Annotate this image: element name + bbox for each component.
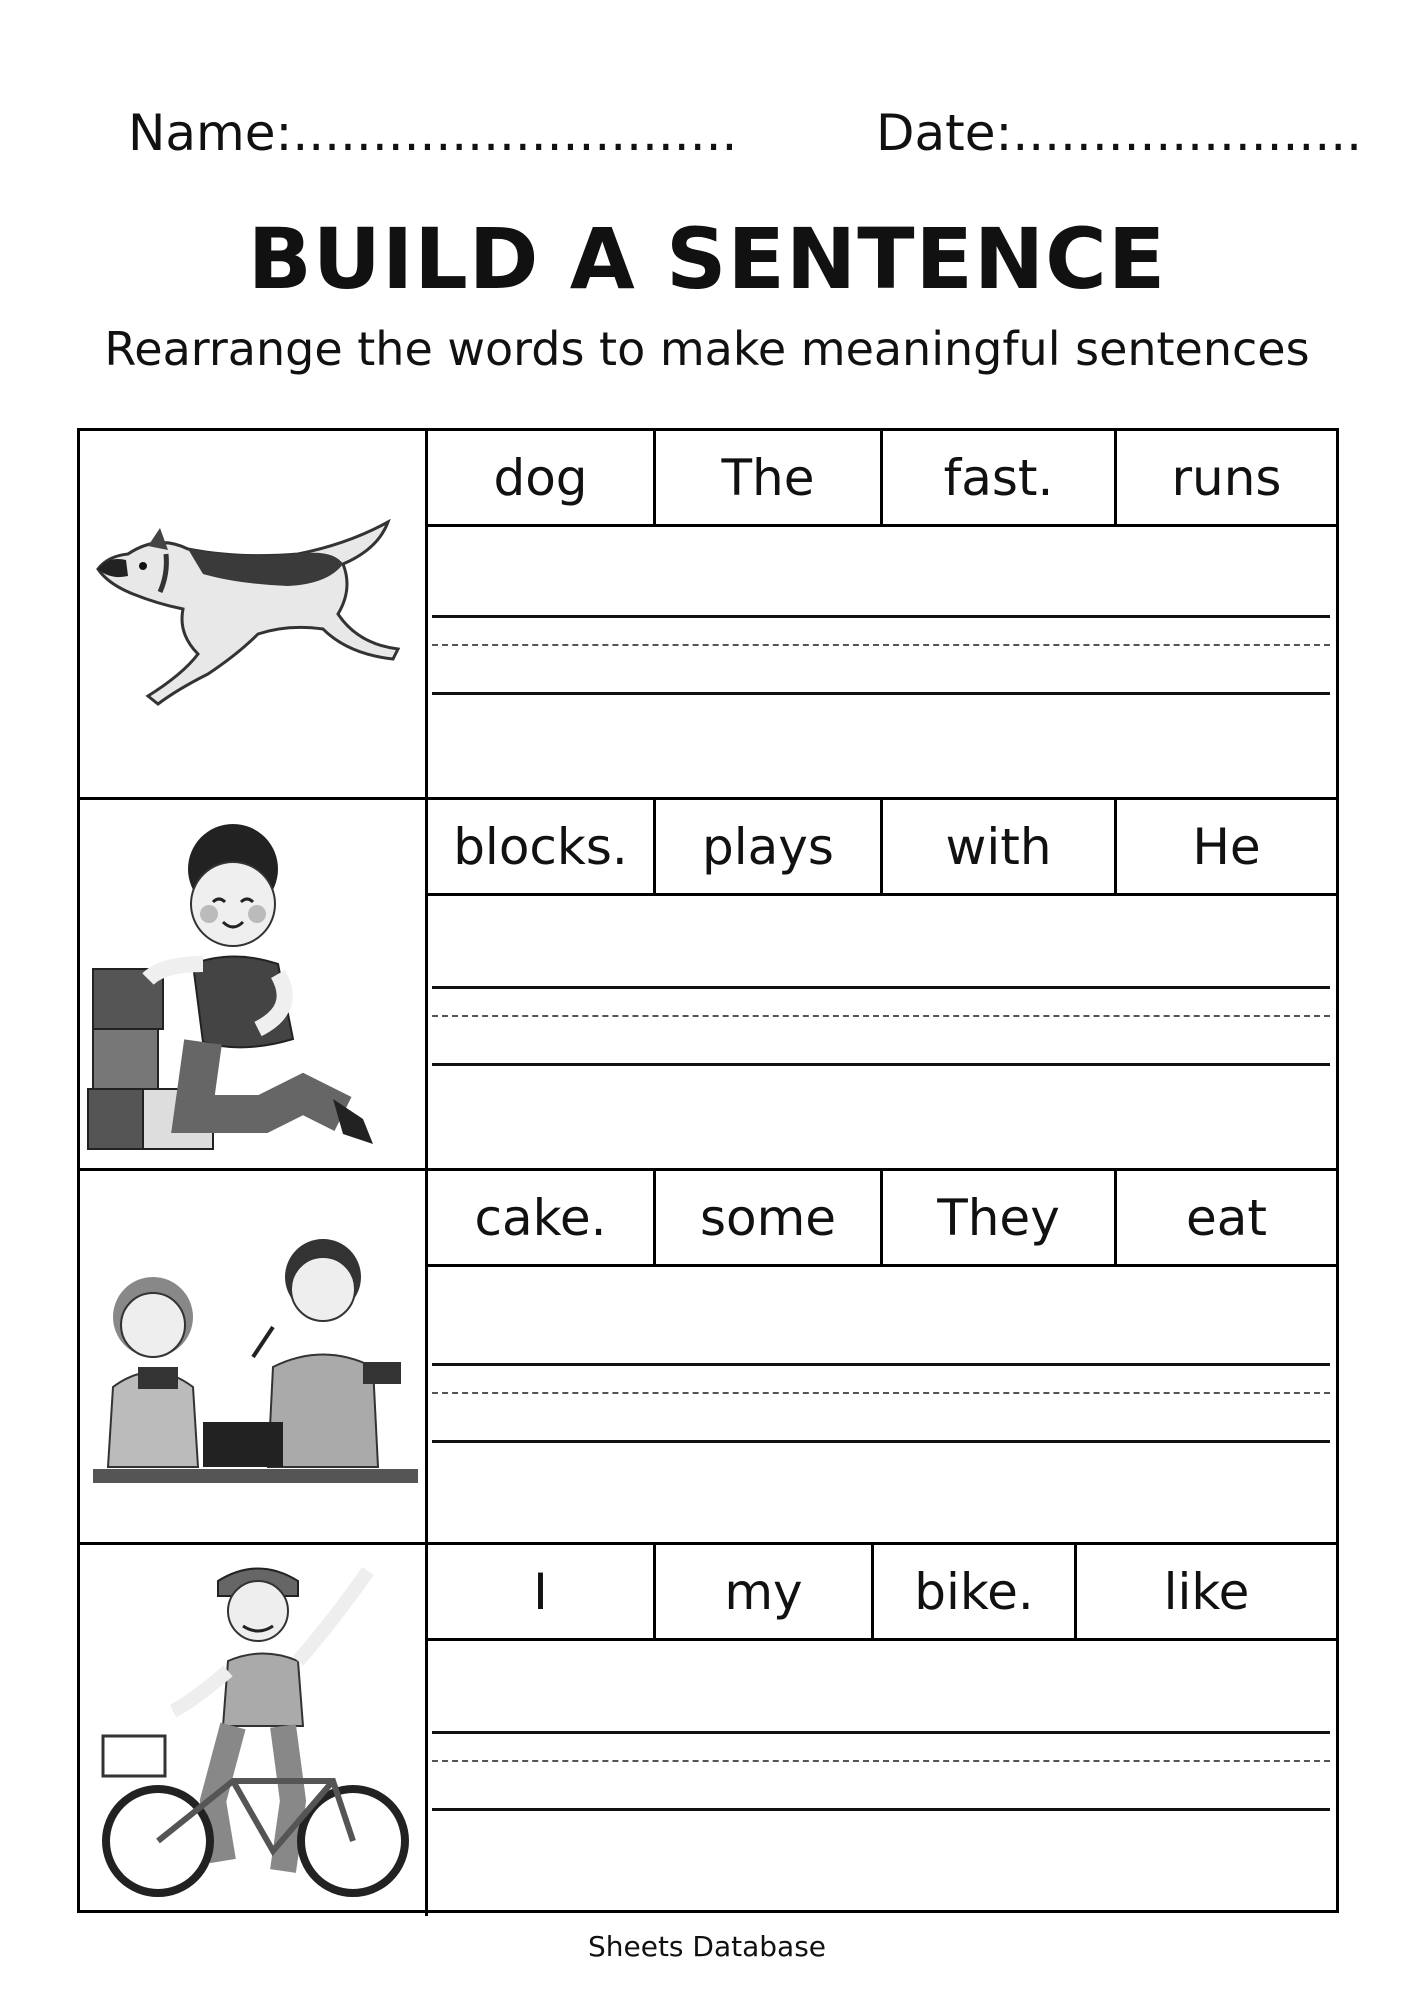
word-tile[interactable]: my — [656, 1545, 874, 1638]
running-dog-illustration — [80, 431, 428, 797]
word-tile[interactable]: runs — [1171, 448, 1282, 507]
word-bank-1 — [428, 431, 1336, 527]
writing-line — [432, 986, 1330, 989]
sentence-row-2 — [80, 800, 1336, 1171]
word-bank-4 — [428, 1545, 1336, 1641]
girl-riding-bike-illustration — [80, 1545, 428, 1916]
writing-midline — [432, 1392, 1330, 1394]
word-tile[interactable]: dog — [428, 431, 656, 524]
word-tile[interactable]: I — [428, 1545, 656, 1638]
word-bank-2 — [428, 800, 1336, 896]
worksheet-instructions: Rearrange the words to make meaningful sentences — [104, 322, 1310, 376]
writing-line — [432, 1731, 1330, 1734]
sentence-row-4 — [80, 1545, 1336, 1916]
worksheet-title: BUILD A SENTENCE — [247, 210, 1167, 308]
name-field[interactable]: Name:............................ — [128, 104, 738, 162]
word-tile[interactable]: with — [883, 800, 1117, 893]
word-tile[interactable]: eat — [1185, 1188, 1267, 1247]
boy-stacking-blocks-illustration — [80, 800, 428, 1168]
word-tile[interactable]: He — [1192, 817, 1261, 876]
sentence-table — [77, 428, 1339, 1913]
word-tile[interactable]: fast. — [883, 431, 1117, 524]
word-tile[interactable]: cake. — [428, 1171, 656, 1264]
writing-line — [432, 615, 1330, 618]
word-tile[interactable]: They — [883, 1171, 1117, 1264]
word-tile[interactable]: like — [1163, 1562, 1250, 1621]
word-bank-3 — [428, 1171, 1336, 1267]
writing-line — [432, 1440, 1330, 1443]
writing-midline — [432, 1760, 1330, 1762]
writing-midline — [432, 1015, 1330, 1017]
writing-midline — [432, 644, 1330, 646]
sentence-row-3 — [80, 1171, 1336, 1545]
word-tile[interactable]: some — [656, 1171, 883, 1264]
children-eating-cake-illustration — [80, 1171, 428, 1542]
word-tile[interactable]: bike. — [874, 1545, 1077, 1638]
writing-line — [432, 1808, 1330, 1811]
word-tile[interactable]: plays — [656, 800, 883, 893]
date-field[interactable]: Date:...................... — [876, 104, 1363, 162]
writing-line — [432, 1063, 1330, 1066]
word-tile[interactable]: The — [656, 431, 883, 524]
word-tile[interactable]: blocks. — [428, 800, 656, 893]
footer-credit: Sheets Database — [587, 1930, 827, 1963]
sentence-row-1 — [80, 431, 1336, 800]
writing-line — [432, 1363, 1330, 1366]
writing-line — [432, 692, 1330, 695]
